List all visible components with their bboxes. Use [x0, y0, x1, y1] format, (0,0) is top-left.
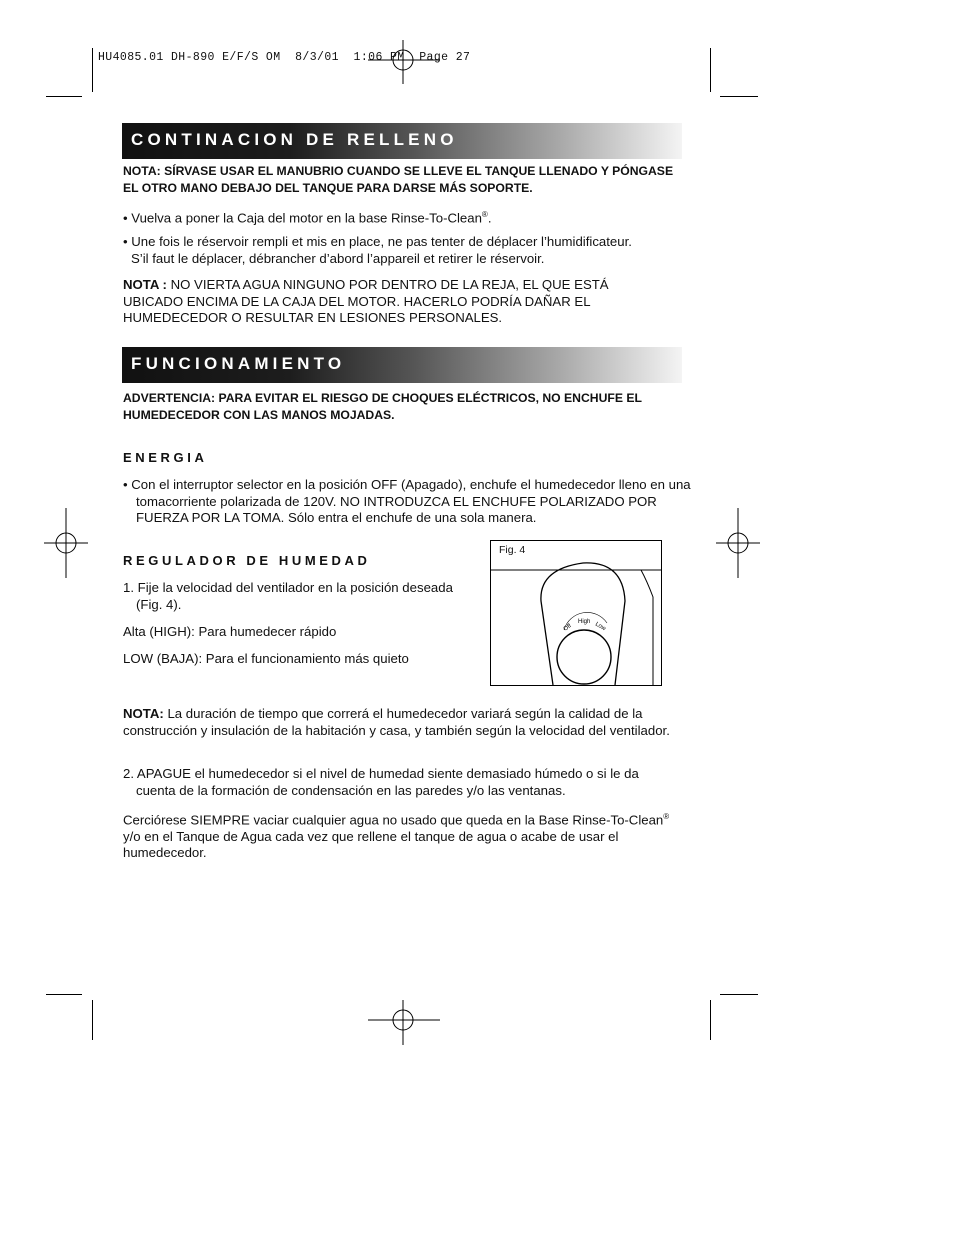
bullet-energia: • Con el interruptor selector en la posición OFF (Apagado), enchufe el humedecedor lleno en una tomacorriente polarizada de 120V. NO INTRODUZCA EL ENCHUFE POLARIZADO POR FUERZA POR LA TOMA. Sólo entra el enchufe de una sola manera.: [123, 477, 691, 525]
bullet-french: • Une fois le réservoir rempli et mis en place, ne pas tenter de déplacer l’humidificateur. S’il faut le déplacer, débrancher d’abord l’appareil et retirer le réservoir.: [123, 234, 632, 266]
section-title: CONTINACION DE RELLENO: [131, 130, 458, 149]
dial-off-label: Off: [562, 623, 573, 633]
humidifier-control-illustration: [491, 541, 661, 685]
note-duration: NOTA: La duración de tiempo que correrá el humedecedor variará según la calidad de la construcción y insulación de la habitación y casa, y también según la velocidad del ventilador.: [123, 706, 670, 738]
figure-label: Fig. 4: [499, 544, 526, 556]
speed-high: Alta (HIGH): Para humedecer rápido: [123, 624, 337, 639]
bullet-motor-box: • Vuelva a poner la Caja del motor en la base Rinse-To-Clean®.: [123, 210, 492, 226]
note-grille: NOTA : NO VIERTA AGUA NINGUNO POR DENTRO DE LA REJA, EL QUE ESTÁ UBICADO ENCIMA DE LA CAJA DEL MOTOR. HACERLO PODRÍA DAÑAR EL HUMEDECEDOR O RESULTAR EN LESIONES PERSONALES.: [123, 277, 609, 325]
dial-low-label: Low: [594, 621, 607, 633]
section-banner-continuacion: [122, 123, 682, 159]
step-2: 2. APAGUE el humedecedor si el nivel de humedad siente demasiado húmedo o si le da cuenta de la formación de condensación en las paredes y/o las ventanas.: [123, 766, 639, 798]
figure-4: [490, 540, 662, 686]
step-1: 1. Fije la velocidad del ventilador en la posición deseada (Fig. 4).: [123, 580, 453, 612]
section-banner-funcionamiento: [122, 347, 682, 383]
printer-slug: HU4085.01 DH-890 E/F/S OM 8/3/01 1:06 PM Page 27: [98, 51, 471, 64]
warning-text: ADVERTENCIA: PARA EVITAR EL RIESGO DE CHOQUES ELÉCTRICOS, NO ENCHUFE EL HUMEDECEDOR CON LAS MANOS MOJADAS.: [123, 391, 642, 422]
section-title: FUNCIONAMIENTO: [131, 354, 346, 373]
speed-low: LOW (BAJA): Para el funcionamiento más quieto: [123, 651, 409, 666]
final-instruction: Cerciórese SIEMPRE vaciar cualquier agua no usado que queda en la Base Rinse-To-Clean® y/o en el Tanque de Agua cada vez que rellene el tanque de agua o acabe de usar el humedecedor.: [123, 812, 670, 861]
heading-regulador: REGULADOR DE HUMEDAD: [123, 553, 371, 568]
note-bold: NOTA: SÍRVASE USAR EL MANUBRIO CUANDO SE LLEVE EL TANQUE LLENADO Y PÓNGASE EL OTRO MANO DEBAJO DEL TANQUE PARA DARSE MÁS SOPORTE.: [123, 164, 674, 195]
dial-high-label: High: [578, 619, 591, 625]
heading-energia: ENERGIA: [123, 450, 208, 465]
